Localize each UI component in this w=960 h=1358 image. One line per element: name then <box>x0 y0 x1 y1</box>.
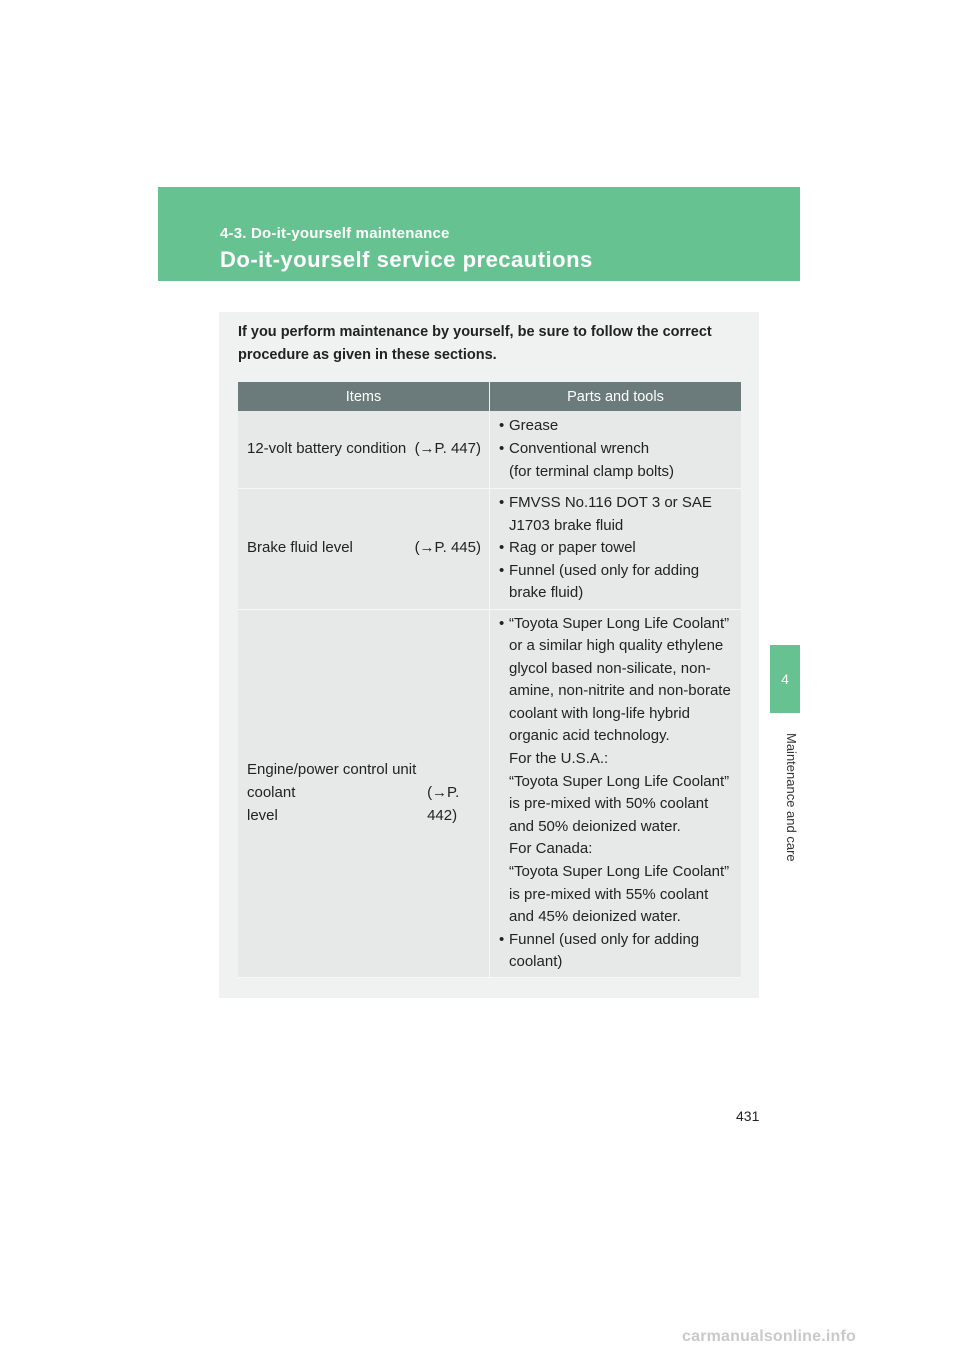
section-label: 4-3. Do-it-yourself maintenance <box>220 225 450 242</box>
list-item: • Funnel (used only for adding coolant) <box>499 929 737 974</box>
intro-text: If you perform maintenance by yourself, be sure to follow the correct procedure as given in these sections. <box>238 324 712 363</box>
item-cell <box>238 488 490 609</box>
item-label: 12-volt battery condition <box>247 439 407 457</box>
item-cell <box>238 609 490 978</box>
list-item: • Rag or paper towel <box>499 537 737 560</box>
page-reference-link[interactable]: (→P. 445) <box>414 539 481 557</box>
watermark-link[interactable]: carmanualsonline.info <box>682 1328 857 1345</box>
item-label: Engine/power control unit coolant level <box>247 761 417 824</box>
page-title: Do-it-yourself service precautions <box>220 247 593 272</box>
parts-cell <box>490 609 742 978</box>
parts-tools-table <box>238 382 741 978</box>
list-item: • Grease <box>499 415 737 438</box>
list-item: • FMVSS No.116 DOT 3 or SAE J1703 brake fluid <box>499 492 737 537</box>
page-reference-link[interactable]: (→P. 442) <box>427 783 460 824</box>
page-number: 431 <box>736 1108 760 1124</box>
item-label: Brake fluid level <box>247 539 353 557</box>
page-reference-link[interactable]: (→P. 447) <box>414 439 481 457</box>
chapter-tab[interactable] <box>770 645 800 713</box>
table-row <box>238 488 741 609</box>
chapter-label: Maintenance and care <box>784 732 799 862</box>
table-header-row <box>238 382 741 411</box>
header-band <box>158 187 800 281</box>
list-item: • “Toyota Super Long Life Coolant” or a similar high quality ethylene glycol based non-silicate, non-amine, non-nitrite and non-borate coolant with long-life hybrid organic acid technology. For the U.S.A.: “Toyota Super Long Life Coolant” is pre-mixed with 50% coolant and 50% deionized water. For Canada: “Toyota Super Long Life Coolant” is pre-mixed with 55% coolant and 45% deionized water. <box>499 613 737 929</box>
table-row <box>238 411 741 488</box>
list-item: • Funnel (used only for adding brake fluid) <box>499 560 737 605</box>
list-item: • Conventional wrench (for terminal clamp bolts) <box>499 438 737 483</box>
parts-cell <box>490 411 742 488</box>
column-header-parts: Parts and tools <box>490 382 742 411</box>
table-row <box>238 609 741 978</box>
column-header-items: Items <box>238 382 490 411</box>
chapter-number: 4 <box>781 671 789 687</box>
parts-cell <box>490 488 742 609</box>
item-cell <box>238 411 490 488</box>
content-box <box>219 312 759 998</box>
